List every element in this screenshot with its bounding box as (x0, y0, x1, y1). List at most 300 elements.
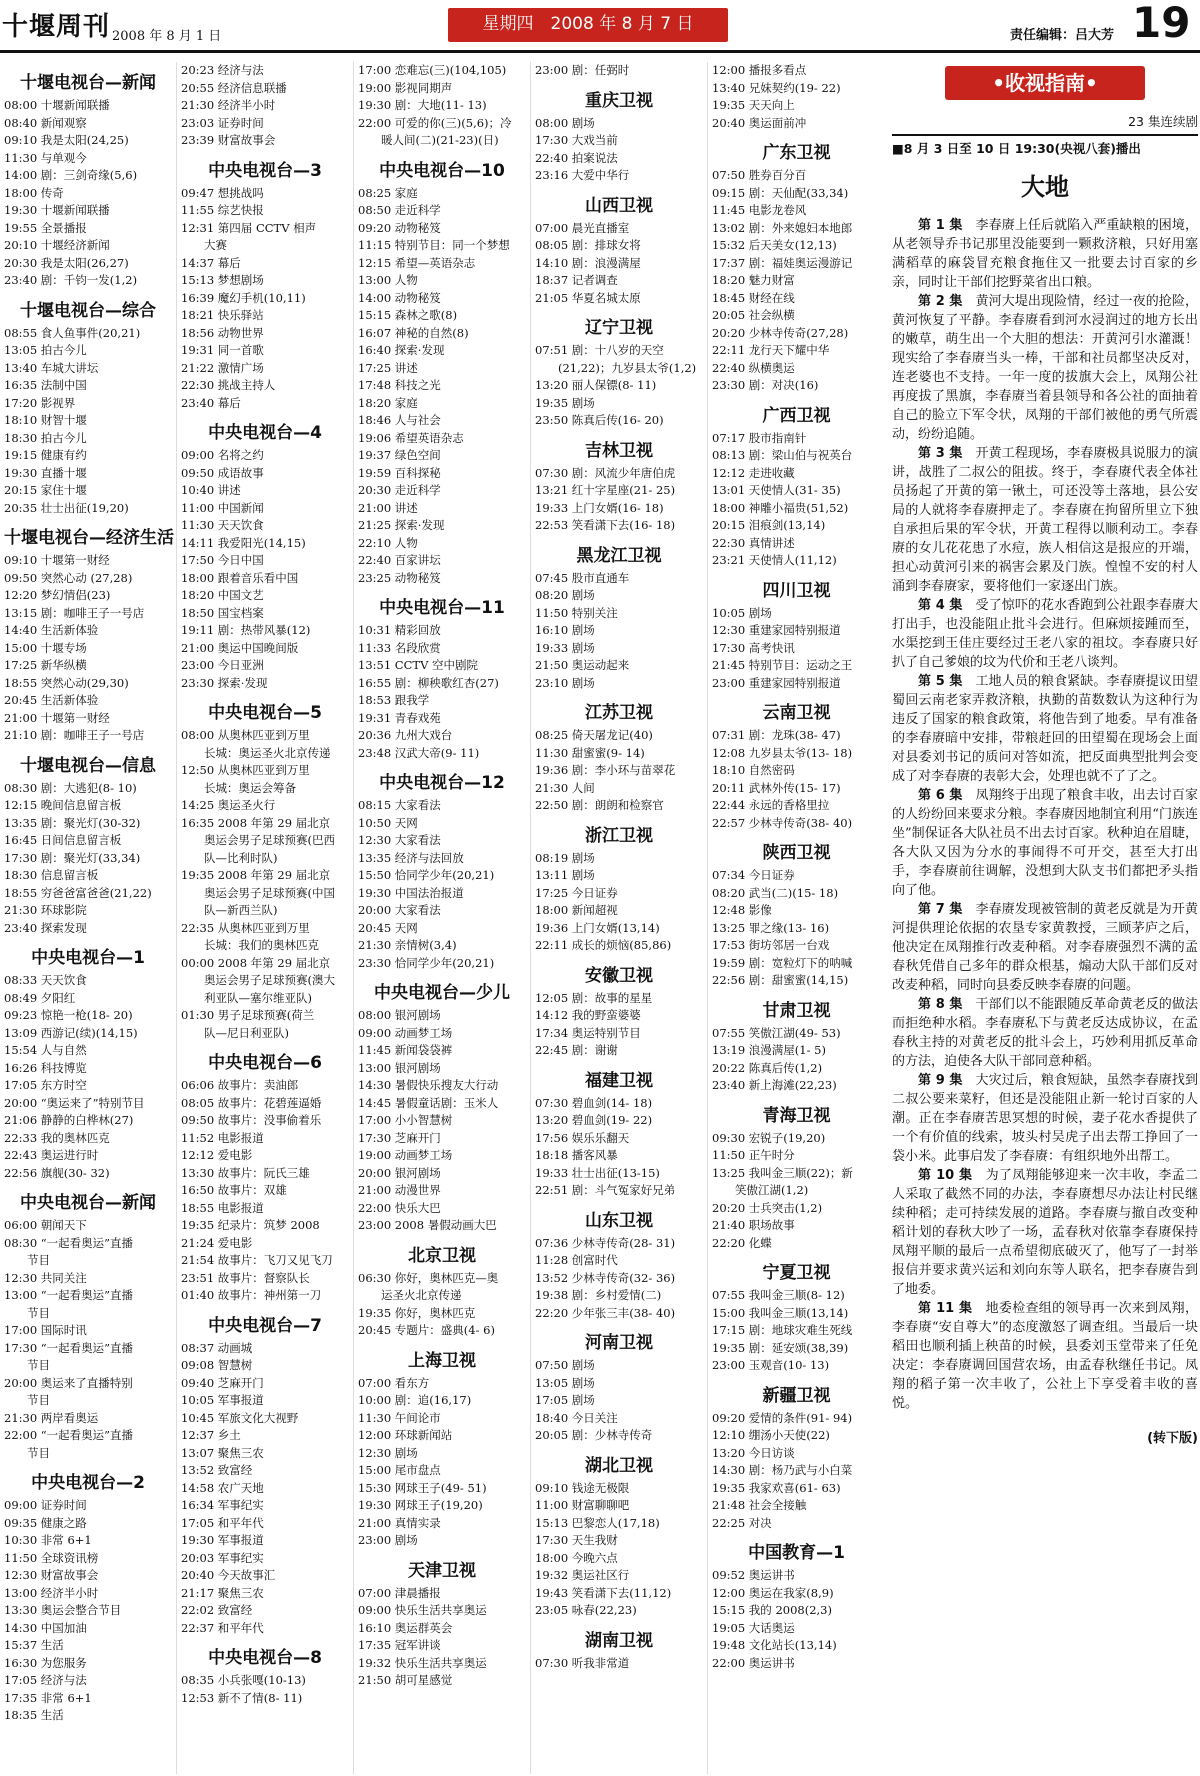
program-row: 01:40 故事片：神州第一刀 (181, 1288, 322, 1302)
program-row: 07:31 剧：龙珠(38- 47) (712, 728, 841, 742)
paper-name: 十堰周刊 (2, 12, 111, 42)
program-row: 14:00 动物秘笈 (358, 290, 441, 305)
listing-column (531, 62, 708, 1774)
program-row: 22:00 奥运讲书 (712, 1655, 795, 1670)
program-row: 12:30 共同关注 (4, 1270, 87, 1285)
program-row: 09:00 名将之约 (181, 448, 264, 462)
program-row: 17:00 小小智慧树 (358, 1113, 453, 1127)
program-row: 21:17 聚焦三农 (181, 1585, 264, 1600)
program-row: 19:35 剧场 (535, 395, 595, 410)
program-row: 17:30 “一起看奥运”直播 (4, 1340, 134, 1355)
program-row: 19:35 我家欢喜(61- 63) (712, 1480, 841, 1495)
program-row: 20:05 社会纵横 (712, 308, 795, 322)
program-row: 20:40 奥运面前冲 (712, 115, 807, 130)
channel-heading: 中央电视台—10 (379, 160, 505, 181)
program-row: 23:30 恰同学少年(20,21) (358, 955, 495, 970)
program-row: 22:57 少林寺传奇(38- 40) (712, 815, 853, 830)
program-row: 12:50 从奥林匹亚到万里 (181, 763, 310, 777)
program-row: 节目 (4, 1253, 50, 1267)
channel-heading: 中央电视台—2 (31, 1473, 145, 1493)
program-row: 08:00 从奥林匹亚到万里 (181, 728, 310, 742)
episode-text: 黄河大堤出现险情，经过一夜的抢险，黄河恢复了平静。李春赓看到河水浸润过的地方长出的嫩草，萌生出一个大胆的想法：开黄河引水灌溉！现实给了李春赓当头一棒，干部和社员都坚决反对，连老婆也不支持。一年一度的拔旗大会上，凤翔公社再度拔了黑旗，李春赓当着县领导和各公社的面抽着自己的脸立下军令状，凤翔的干部们被他的勇气所震动，纷纷追随。 (892, 294, 1198, 442)
program-row: 22:56 旗舰(30- 32) (4, 1165, 110, 1180)
program-row: 21:00 讲述 (358, 500, 418, 515)
episode-text: 为了凤翔能够迎来一次丰收，李孟二人采取了截然不同的办法，李春赓想尽办法让村民继续种稻；走可持续发展的道路。李春赓与撤自改变种稻计划的春秋大吵了一场，孟春秋对依靠李春赓保持凤翔平顺的最后一点希望彻底破灭了，他写了一封举报信并要求黄兴运和刘向东等人联名，把李春赓告到了地委。 (892, 1168, 1198, 1297)
program-row: 07:30 听我非常道 (535, 1655, 630, 1670)
channel-heading: 浙江卫视 (585, 825, 653, 846)
program-row: 23:40 新上海滩(22,23) (712, 1078, 837, 1092)
program-row: 10:05 军事报道 (181, 1393, 264, 1407)
program-row: 08:30 剧：大逃犯(8- 10) (4, 780, 137, 795)
program-row: 14:00 剧：三剑奇缘(5,6) (4, 168, 138, 182)
program-row: 18:10 财智十堰 (4, 413, 87, 427)
channel-heading: 中央电视台—少儿 (374, 983, 510, 1003)
program-row: 18:30 拍古今儿 (4, 430, 87, 445)
program-row: 15:00 尾市盘点 (358, 1463, 441, 1477)
program-row: 21:48 社会全接触 (712, 1498, 807, 1512)
program-row: 11:30 甜蜜蜜(9- 14) (535, 745, 645, 760)
program-row: 18:20 中国文艺 (181, 588, 264, 602)
program-row: 17:48 科技之光 (358, 378, 441, 392)
program-row: 09:35 健康之路 (4, 1515, 87, 1530)
channel-heading: 安徽卫视 (585, 965, 653, 986)
program-row: 17:37 剧：福娃奥运漫游记 (712, 255, 853, 270)
program-row: 12:37 乡土 (181, 1428, 241, 1442)
program-row: 20:00 大家看法 (358, 903, 441, 917)
program-row: 21:30 环球影院 (4, 903, 87, 917)
program-row: 12:12 爱电影 (181, 1148, 253, 1162)
channel-heading: 辽宁卫视 (585, 318, 653, 338)
program-row: 12:00 环球新闻站 (358, 1428, 453, 1442)
program-row: 11:45 电影龙卷风 (712, 203, 807, 217)
channel-heading: 重庆卫视 (585, 90, 653, 111)
program-row: 19:30 剧：大地(11- 13) (358, 98, 487, 112)
program-row: 18:00 神雕小福贵(51,52) (712, 500, 849, 515)
episode-synopsis (892, 292, 1198, 444)
program-row: 12:12 走进收藏 (712, 465, 795, 480)
page-number: 19 (1132, 0, 1191, 47)
channel-heading: 中国教育—1 (748, 1543, 845, 1563)
program-row: 15:54 人与自然 (4, 1043, 87, 1057)
program-row: 17:05 经济与法 (4, 1673, 87, 1687)
program-row: 18:00 今晚六点 (535, 1550, 618, 1565)
program-row: 19:36 剧：李小环与苗翠花 (535, 763, 676, 777)
program-row: 20:15 泪痕剑(13,14) (712, 518, 826, 532)
program-row: 23:40 剧：千钧一发(1,2) (4, 273, 138, 287)
program-row: 13:20 今日访谈 (712, 1445, 795, 1460)
program-row: 09:47 想挑战吗 (181, 185, 264, 200)
channel-heading: 湖北卫视 (585, 1455, 653, 1476)
program-row: 19:32 快乐生活共享奥运 (358, 1655, 487, 1670)
program-row: 08:55 食人鱼事件(20,21) (4, 325, 141, 340)
program-row: 23:03 证券时间 (181, 115, 264, 130)
program-row: 22:02 致富经 (181, 1603, 253, 1617)
program-row: 20:00 银河剧场 (358, 1165, 441, 1180)
program-row: 19:00 动画梦工场 (358, 1148, 453, 1162)
program-row: 19:36 上门女婿(13,14) (535, 920, 660, 935)
program-row: 22:20 少年张三丰(38- 40) (535, 1305, 676, 1320)
program-row: 08:40 新闻观察 (4, 115, 87, 130)
program-row: 09:23 惊艳一枪(18- 20) (4, 1008, 133, 1022)
program-row: 09:20 动物秘笈 (358, 220, 441, 235)
program-row: 23:10 剧场 (535, 675, 595, 690)
episode-label: 第 3 集 (918, 446, 963, 461)
program-row: 大赛 (181, 238, 227, 252)
program-row: 08:05 剧：排球女将 (535, 238, 641, 252)
program-row: 20:10 十堰经济新闻 (4, 238, 110, 252)
program-row: 18:46 人与社会 (358, 413, 441, 427)
program-row: 19:35 剧：延安颂(38,39) (712, 1340, 849, 1355)
program-row: 07:50 胜券百分百 (712, 168, 807, 182)
program-row: 19:06 希望英语杂志 (358, 430, 464, 445)
program-row: 14:25 奥运圣火行 (181, 798, 276, 812)
program-row: 22:44 永远的香格里拉 (712, 798, 830, 812)
episode-text: 大灾过后，粮食短缺，虽然李春赓找到二叔公要来菜籽，但还是没能阻止新一轮讨百家的人潮。正在李春赓苦思冥想的时候，妻子花水香提供了一个有价值的线索，坡头村吴虎子出去帮工挣回了一袋小米。此事启发了李春赓：有组织地外出帮工。 (892, 1073, 1198, 1164)
program-row: 12:53 新不了情(8- 11) (181, 1690, 303, 1705)
program-row: 18:35 生活 (4, 1708, 64, 1722)
program-row: 22:45 剧：谢谢 (535, 1043, 618, 1057)
program-row: 15:00 我叫金三顺(13,14) (712, 1305, 849, 1320)
program-row: 09:10 十堰第一财经 (4, 553, 110, 567)
program-row: 18:18 播客风暴 (535, 1148, 618, 1162)
program-row: 13:40 车城大讲坛 (4, 360, 99, 375)
program-row: 19:31 同一首歌 (181, 343, 264, 357)
program-row: 长城：我们的奥林匹克 (181, 938, 319, 952)
guide-divider (892, 134, 1198, 136)
program-row: 19:30 网球王子(19,20) (358, 1498, 483, 1512)
program-row: 19:35 2008 年第 29 届北京 (181, 868, 331, 882)
listing-column (354, 62, 531, 1774)
episode-label: 第 9 集 (918, 1073, 963, 1088)
program-row: 19:59 百科探秘 (358, 465, 441, 480)
program-row: 08:50 走近科学 (358, 203, 441, 217)
program-row: 19:33 壮士出征(13-15) (535, 1165, 660, 1180)
program-row: 19:32 奥运社区行 (535, 1568, 630, 1582)
program-row: 17:30 天生我财 (535, 1533, 618, 1547)
program-row: 15:32 后天美女(12,13) (712, 238, 837, 252)
program-row: 20:45 生活新体验 (4, 693, 99, 707)
channel-heading: 中央电视台—12 (379, 773, 505, 793)
program-row: 11:00 财富聊聊吧 (535, 1498, 630, 1512)
channel-heading: 十堰电视台—经济生活 (4, 528, 174, 548)
program-row: 11:30 天天饮食 (181, 518, 264, 532)
program-row: 17:25 今日证券 (535, 885, 618, 900)
program-row: 21:24 爱电影 (181, 1235, 253, 1250)
program-row: 20:45 专题片：盛典(4- 6) (358, 1323, 495, 1337)
program-row: 23:48 汉武大帝(9- 11) (358, 745, 480, 760)
program-row: 13:25 我叫金三顺(22)；新 (712, 1165, 853, 1180)
channel-heading: 四川卫视 (762, 580, 831, 601)
program-row: 19:30 军事报道 (181, 1533, 264, 1547)
program-row: 22:25 对决 (712, 1515, 772, 1530)
program-row: 14:30 中国加油 (4, 1620, 87, 1635)
program-row: 01:30 男子足球预赛(荷兰 (181, 1008, 315, 1022)
program-row: 20:00 “奥运来了”特别节目 (4, 1095, 145, 1110)
program-row: 19:59 剧：宽粒灯下的呐喊 (712, 955, 853, 970)
episode-synopsis (892, 216, 1198, 292)
program-row: 20:36 九州大戏台 (358, 728, 453, 742)
channel-heading: 中央电视台—1 (31, 948, 145, 968)
program-row: 07:00 晨光直播室 (535, 220, 630, 235)
episode-text: 开黄工程现场，李春赓极具说服力的演讲，战胜了二叔公的阻拔。终于，李春赓代表全体社员扬起了开黄的第一锹土，可还没等土落地，县公安局的人就将李春赓押走了。李春赓在拘留所里立下独自承担后果的军令状，开黄工程得以顺利动工。李春赓的女儿花花患了水痘，族人相信这是报应的开端，担心动黄河引来的祸害会累及门族。惶惶不安的村人涌到李春赓家，要将他们一家逐出门族。 (892, 446, 1198, 594)
program-row: 22:30 真情讲述 (712, 535, 795, 550)
channel-heading: 河南卫视 (585, 1333, 653, 1353)
program-row: 23:30 探索·发现 (181, 675, 268, 690)
program-row: 13:52 少林寺传奇(32- 36) (535, 1270, 676, 1285)
program-row: 13:35 剧：聚光灯(30-32) (4, 815, 141, 830)
program-row: 22:10 人物 (358, 535, 418, 550)
episode-synopsis (892, 1166, 1198, 1299)
program-row: 21:00 真情实录 (358, 1515, 441, 1530)
program-row: 15:13 梦想剧场 (181, 273, 264, 287)
program-row: 17:30 剧：聚光灯(33,34) (4, 850, 141, 865)
program-row: 23:25 动物秘笈 (358, 570, 441, 585)
program-row: 09:30 宏锐子(19,20) (712, 1130, 826, 1145)
program-row: 08:20 剧场 (535, 588, 595, 602)
program-row: 11:30 午间论市 (358, 1410, 441, 1425)
program-row: 11:50 全球资讯榜 (4, 1550, 99, 1565)
program-row: 17:35 冠军讲谈 (358, 1638, 441, 1652)
program-row: 14:45 暑假童话剧：玉米人 (358, 1095, 499, 1110)
channel-heading: 山西卫视 (585, 195, 653, 216)
program-row: 15:00 十堰专场 (4, 640, 87, 655)
episode-text: 工地人员的粮食紧缺。李春赓提议田望蜀回云南老家弄救济粮，执勤的苗数数认为这种行为违反了国家的粮食政策，将他告到了地委。早有准备的李春赓暗中安排，带粮赶回的田望蜀在现场会上面对县委刘书记的质问对答如流，把反面典型批判会变成了对李春赓的表彰大会，处理也就不了了之。 (892, 674, 1198, 784)
program-row: 17:00 国际时讯 (4, 1323, 87, 1337)
editor-credit: 责任编辑：吕大芳 (1010, 28, 1115, 43)
program-row: 13:01 天使情人(31- 35) (712, 483, 841, 497)
weekday-date-banner: 星期四 2008 年 8 月 7 日 (448, 8, 728, 42)
program-row: 22:40 百家讲坛 (358, 553, 441, 567)
program-row: 11:30 与单观今 (4, 150, 87, 165)
program-row: 21:30 人间 (535, 780, 595, 795)
episode-label: 第 7 集 (918, 902, 963, 917)
program-row: 22:11 成长的烦恼(85,86) (535, 938, 672, 952)
program-row: 12:48 影像 (712, 903, 772, 917)
channel-heading: 天津卫视 (408, 1560, 476, 1581)
program-row: 11:52 电影报道 (181, 1130, 264, 1145)
program-row: 20:11 武林外传(15- 17) (712, 780, 841, 795)
program-row: 13:19 浪漫满屋(1- 5) (712, 1043, 826, 1057)
program-row: 23:40 探索发现 (4, 920, 87, 935)
guide-subtitle: 23 集连续剧 (1128, 114, 1198, 129)
program-row: 16:35 法制中国 (4, 378, 87, 392)
program-row: 16:07 神秘的自然(8) (358, 325, 469, 340)
program-row: 07:36 少林寺传奇(28- 31) (535, 1235, 676, 1250)
program-row: 21:25 探索·发现 (358, 518, 445, 532)
program-row: 09:50 故事片：没事偷着乐 (181, 1113, 322, 1127)
episode-label: 第 5 集 (918, 674, 963, 689)
program-row: 奥运会男子足球预赛(巴西 (181, 833, 335, 847)
program-row: 23:00 今日亚洲 (181, 658, 264, 672)
program-row: 08:35 小兵张嘎(10-13) (181, 1673, 306, 1687)
program-row: 10:05 剧场 (712, 605, 772, 620)
episode-text: 地委检查组的领导再一次来到凤翔，李春赓“安自尊大”的态度激怒了调查组。当最后一块稻田也顺利插上秧苗的时候，县委刘玉堂带来了任免决定：李春赓调回国营农场，由孟春秋继任书记。凤翔的稻子第一次丰收了，公社上下享受着丰收的喜悦。 (892, 1301, 1198, 1411)
program-row: 20:15 家住十堰 (4, 483, 87, 497)
program-row: 23:00 2008 暑假动画大巴 (358, 1218, 497, 1232)
program-row: 19:55 全景播报 (4, 220, 87, 235)
program-row: 节目 (4, 1305, 50, 1320)
channel-heading: 山东卫视 (585, 1210, 653, 1231)
program-row: 14:37 幕后 (181, 255, 241, 270)
program-row: 奥运会男子足球预赛(澳大 (181, 973, 335, 987)
program-row: 21:30 两岸看奥运 (4, 1410, 99, 1425)
program-row: 21:00 奥运中国晚间版 (181, 640, 299, 655)
program-row: 22:11 龙行天下耀中华 (712, 343, 830, 357)
program-row: 23:05 咏春(22,23) (535, 1603, 637, 1617)
program-row: 17:50 今日中国 (181, 553, 264, 567)
program-row: 10:31 精彩回放 (358, 623, 441, 637)
listing-column (708, 62, 885, 1774)
program-row: 17:30 芝麻开门 (358, 1130, 441, 1145)
episode-synopsis (892, 596, 1198, 672)
program-row: 14:58 农广天地 (181, 1480, 264, 1495)
program-row: 10:30 非常 6+1 (4, 1533, 92, 1547)
program-row: 06:06 故事片：卖油郎 (181, 1078, 299, 1092)
program-row: 17:20 影视界 (4, 395, 76, 410)
program-row: 09:15 剧：天仙配(33,34) (712, 185, 849, 200)
program-row: 20:30 我是太阳(26,27) (4, 255, 129, 270)
program-row: 19:00 影视同期声 (358, 80, 453, 95)
program-row: 13:35 经济与法回放 (358, 850, 464, 865)
program-row: 08:25 家庭 (358, 185, 418, 200)
program-row: 21:05 华夏名城太原 (535, 290, 641, 305)
program-row: 15:50 恰同学少年(20,21) (358, 868, 495, 882)
episode-text: 干部们以不能跟随反革命黄老反的做法而拒绝种水稻。李春赓私下与黄老反达成协议，在孟春秋主持的对黄老反的批斗会上，巧妙利用抓反革命的方法，迫使各大队干部同意种稻。 (892, 997, 1198, 1069)
program-row: 14:30 剧：杨乃武与小白菜 (712, 1463, 853, 1477)
program-row: 09:00 快乐生活共享奥运 (358, 1603, 487, 1617)
program-row: 19:48 文化站长(13,14) (712, 1638, 837, 1652)
program-row: 12:30 财富故事会 (4, 1568, 99, 1582)
program-row: 暖人间(二)(21-23)(日) (358, 133, 499, 147)
program-row: 07:50 剧场 (535, 1358, 595, 1372)
program-row: 07:55 我叫金三顺(8- 12) (712, 1288, 845, 1302)
program-row: 22:33 我的奥林匹克 (4, 1130, 110, 1145)
program-row: 15:37 生活 (4, 1638, 64, 1652)
program-row: 22:00 快乐大巴 (358, 1200, 441, 1215)
program-row: 21:06 静静的白桦林(27) (4, 1113, 134, 1127)
program-row: 18:55 电影报道 (181, 1200, 264, 1215)
program-row: 17:00 恋难忘(三)(104,105) (358, 63, 507, 77)
program-row: 18:50 国宝档案 (181, 605, 264, 620)
program-row: 16:45 日间信息留言板 (4, 833, 122, 847)
program-row: 22:56 剧：甜蜜蜜(14,15) (712, 973, 849, 987)
channel-heading: 中央电视台—新闻 (20, 1193, 156, 1213)
channel-heading: 甘肃卫视 (762, 1000, 831, 1021)
program-row: 17:05 东方时空 (4, 1078, 87, 1092)
episode-synopsis (892, 995, 1198, 1071)
program-row: 08:37 动画城 (181, 1340, 253, 1355)
program-row: 13:30 故事片：阮氏三雄 (181, 1165, 310, 1180)
episode-label: 第 11 集 (918, 1301, 973, 1316)
channel-heading: 中央电视台—3 (208, 160, 322, 181)
program-row: 08:25 倚天屠龙记(40) (535, 728, 653, 742)
program-row: 07:34 今日证券 (712, 868, 795, 882)
program-row: 16:39 魔幻手机(10,11) (181, 290, 306, 305)
program-row: 17:05 剧场 (535, 1393, 595, 1407)
program-row: 19:35 纪录片：筑梦 2008 (181, 1218, 320, 1232)
program-row: 10:40 讲述 (181, 483, 241, 497)
program-row: 14:10 剧：浪漫满屋 (535, 255, 641, 270)
program-row: 06:00 朝闻天下 (4, 1218, 87, 1232)
program-row: 12:15 希望—英语杂志 (358, 255, 476, 270)
program-row: 19:33 上门女婿(16- 18) (535, 500, 664, 515)
program-row: 23:00 剧场 (358, 1533, 418, 1547)
program-row: 13:52 致富经 (181, 1463, 253, 1477)
program-row: 07:00 看东方 (358, 1375, 430, 1390)
program-row: 笑傲江湖(1,2) (712, 1183, 809, 1197)
program-row: 14:12 我的野蛮婆婆 (535, 1008, 641, 1022)
program-row: 18:00 跟着音乐看中国 (181, 570, 299, 585)
program-row: 18:00 新闻超视 (535, 903, 618, 917)
program-row: 23:50 陈真后传(16- 20) (535, 413, 664, 427)
program-row: 15:30 网球王子(49- 51) (358, 1480, 487, 1495)
program-row: 23:40 幕后 (181, 395, 241, 410)
program-row: 08:05 故事片：花碧莲逼婚 (181, 1095, 322, 1110)
program-row: 09:20 爱情的条件(91- 94) (712, 1410, 853, 1425)
program-row: 运圣火北京传递 (358, 1288, 462, 1302)
program-row: 08:19 剧场 (535, 850, 595, 865)
program-row: 12:30 大家看法 (358, 833, 441, 847)
program-row: 16:34 军事纪实 (181, 1498, 264, 1512)
program-row: 20:00 奥运来了直播特别 (4, 1375, 133, 1390)
program-row: 19:30 中国法治报道 (358, 885, 464, 900)
program-row: 13:05 剧场 (535, 1375, 595, 1390)
program-row: 16:55 剧：柳秧歌红杏(27) (358, 675, 499, 690)
program-row: 17:53 街坊邻居一台戏 (712, 938, 830, 952)
program-row: 13:15 剧：咖啡王子一号店 (4, 605, 145, 620)
program-row: 17:56 娱乐乐翻天 (535, 1130, 630, 1145)
episode-label: 第 8 集 (918, 997, 963, 1012)
program-row: 17:25 新华纵横 (4, 658, 87, 672)
program-row: 22:00 “一起看奥运”直播 (4, 1428, 134, 1442)
program-row: 23:00 玉观音(10- 13) (712, 1358, 830, 1372)
program-row: 12:30 剧场 (358, 1445, 418, 1460)
program-row: 17:34 奥运特别节目 (535, 1025, 641, 1040)
program-row: 11:28 创富时代 (535, 1253, 618, 1267)
listing-column (177, 62, 354, 1774)
program-row: 21:40 职场故事 (712, 1218, 795, 1232)
channel-heading: 宁夏卫视 (762, 1263, 831, 1283)
program-row: 22:53 笑看潇下去(16- 18) (535, 518, 676, 532)
program-row: 23:39 财富故事会 (181, 133, 276, 147)
program-row: 16:26 科技博览 (4, 1060, 87, 1075)
program-row: 13:00 银河剧场 (358, 1060, 441, 1075)
program-row: 13:02 剧：外来媳妇本地郎 (712, 220, 853, 235)
program-row: 节目 (4, 1393, 50, 1407)
program-row: 18:53 跟我学 (358, 693, 430, 707)
program-row: 13:40 兄妹契约(19- 22) (712, 80, 841, 95)
program-row: 09:10 钱途无极限 (535, 1480, 630, 1495)
masthead (0, 0, 1200, 54)
masthead-rule (0, 50, 1200, 53)
program-row: 22:40 纵横奥运 (712, 360, 795, 375)
program-row: 18:55 突然心动(29,30) (4, 675, 129, 690)
channel-heading: 北京卫视 (408, 1245, 476, 1266)
program-row: 21:50 胡可星感觉 (358, 1673, 453, 1687)
program-row: 14:40 生活新体验 (4, 623, 99, 637)
tv-listings (0, 62, 885, 1774)
program-row: 15:15 森林之歌(8) (358, 308, 458, 322)
program-row: 22:43 奥运进行时 (4, 1148, 99, 1162)
program-row: 08:33 天天饮食 (4, 973, 87, 987)
program-row: 07:30 碧血剑(14- 18) (535, 1095, 653, 1110)
program-row: 08:49 夕阳红 (4, 990, 76, 1005)
program-row: 22:51 剧：斗气冤家好兄弟 (535, 1183, 676, 1197)
program-row: 20:30 走近科学 (358, 483, 441, 497)
program-row: 07:51 剧：十八岁的天空 (535, 343, 664, 357)
program-row: 16:35 2008 年第 29 届北京 (181, 815, 331, 830)
program-row: 21:54 故事片：飞刀又见飞刀 (181, 1253, 333, 1267)
